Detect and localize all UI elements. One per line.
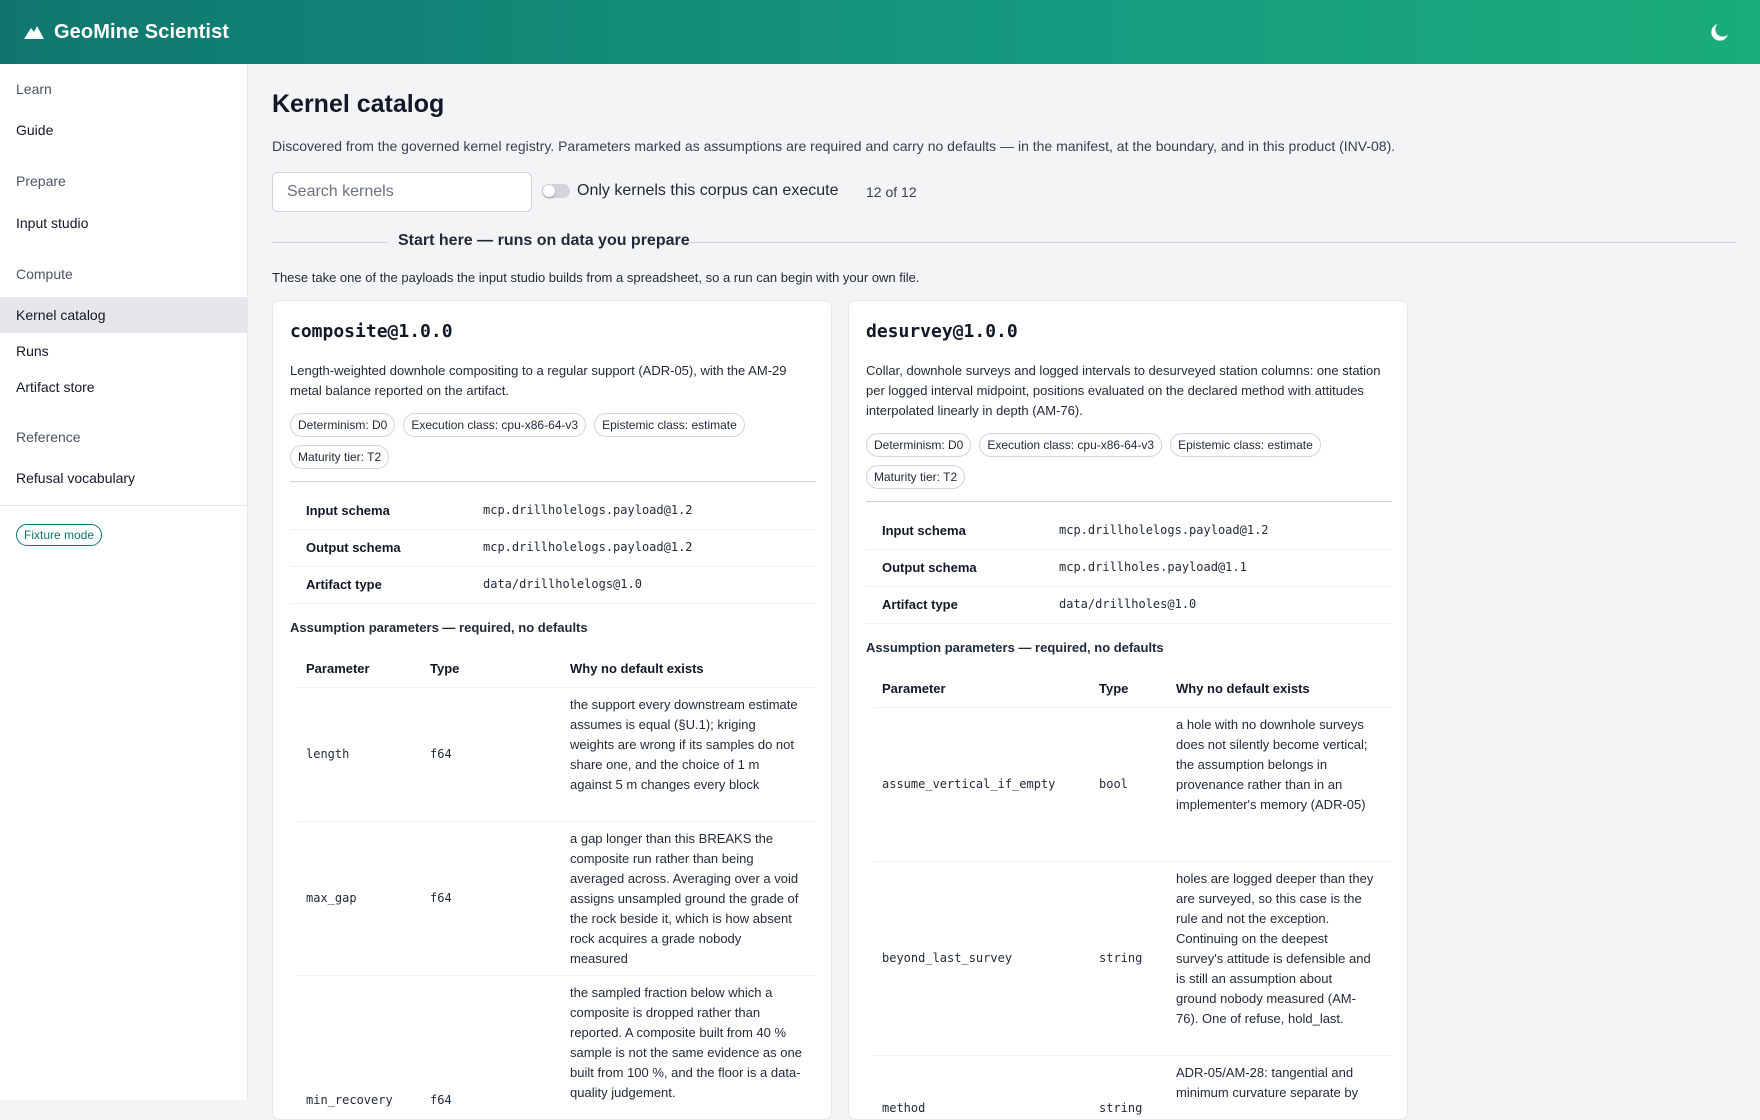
- row-separator: [298, 821, 816, 822]
- col-parameter-header: Parameter: [306, 661, 370, 676]
- row-separator: [874, 861, 1392, 862]
- main-content: [272, 64, 1738, 1115]
- artifact-type-value: data/drillholelogs@1.0: [483, 577, 642, 591]
- param-name: length: [306, 747, 350, 761]
- tag-determinism: Determinism: D0: [290, 413, 395, 437]
- tag-execution-class: Execution class: cpu-x86-64-v3: [403, 413, 586, 437]
- sidebar-item-refusal-vocabulary[interactable]: Refusal vocabulary: [16, 470, 136, 486]
- input-schema-row: [866, 513, 1392, 550]
- kernel-card: [848, 300, 1408, 1120]
- row-separator: [298, 687, 816, 688]
- sidebar-section-learn: Learn: [16, 81, 52, 97]
- output-schema-label: Output schema: [882, 560, 977, 575]
- artifact-type-row: [866, 587, 1392, 624]
- tag-epistemic-class: Epistemic class: estimate: [1170, 433, 1321, 457]
- sidebar-item-runs[interactable]: Runs: [16, 343, 49, 359]
- toggle-label[interactable]: Only kernels this corpus can execute: [577, 182, 839, 199]
- param-name: assume_vertical_if_empty: [882, 777, 1056, 791]
- assumption-title: Assumption parameters — required, no defaults: [290, 620, 588, 635]
- input-schema-value: mcp.drillholelogs.payload@1.2: [1059, 523, 1269, 537]
- col-why-header: Why no default exists: [570, 661, 704, 676]
- sidebar-section-prepare: Prepare: [16, 173, 66, 189]
- col-parameter-header: Parameter: [882, 681, 946, 696]
- card-divider: [290, 481, 816, 482]
- param-type: string: [1099, 1101, 1143, 1115]
- executable-only-toggle[interactable]: [542, 184, 570, 198]
- output-schema-value: mcp.drillholes.payload@1.1: [1059, 560, 1247, 574]
- kernel-tags: [866, 433, 1392, 489]
- param-why: the support every downstream estimate assumes is equal (§U.1); kriging weights are wrong if its samples do not share one, and the choice of 1 m against 5 m changes every block: [570, 697, 798, 792]
- sidebar-item-artifact-store[interactable]: Artifact store: [16, 379, 95, 395]
- col-type-header: Type: [430, 661, 460, 676]
- kernel-name: composite@1.0.0: [290, 321, 453, 342]
- param-type: string: [1099, 951, 1143, 965]
- output-schema-label: Output schema: [306, 540, 401, 555]
- page-intro: Discovered from the governed kernel registry. Parameters marked as assumptions are required and carry no defaults — in the manifest, at the boundary, and in this product (INV-08).: [272, 138, 1396, 154]
- tag-determinism: Determinism: D0: [866, 433, 971, 457]
- section-title: Start here — runs on data you prepare: [398, 232, 690, 249]
- kernel-description: Collar, downhole surveys and logged intervals to desurveyed station columns: one station per logged interval midpoint, positions evaluated on the declared method with attitudes interpolated linearly in depth (AM-76).: [866, 363, 1381, 418]
- kernel-card: [272, 300, 832, 1120]
- page-title: Kernel catalog: [272, 90, 445, 118]
- kernel-description: Length-weighted downhole compositing to a regular support (ADR-05), with the AM-29 metal balance reported on the artifact.: [290, 363, 787, 398]
- artifact-type-row: [290, 567, 816, 604]
- section-description: These take one of the payloads the input studio builds from a spreadsheet, so a run can begin with your own file.: [272, 270, 920, 285]
- param-name: method: [882, 1101, 926, 1115]
- sidebar: [0, 64, 248, 1100]
- param-type: f64: [430, 1093, 452, 1107]
- sidebar-section-compute: Compute: [16, 266, 73, 282]
- param-type: f64: [430, 891, 452, 905]
- section-divider-left: [272, 242, 388, 243]
- param-type: f64: [430, 747, 452, 761]
- param-name: beyond_last_survey: [882, 951, 1013, 965]
- input-schema-row: [290, 493, 816, 530]
- fixture-mode-badge: Fixture mode: [16, 524, 102, 546]
- sidebar-item-kernel-catalog[interactable]: Kernel catalog: [0, 297, 247, 333]
- assumption-title: Assumption parameters — required, no defaults: [866, 640, 1164, 655]
- row-separator: [874, 1055, 1392, 1056]
- tag-maturity-tier: Maturity tier: T2: [290, 445, 389, 469]
- kernel-name: desurvey@1.0.0: [866, 321, 1018, 342]
- row-separator: [298, 975, 816, 976]
- sidebar-item-guide[interactable]: Guide: [16, 122, 54, 138]
- artifact-type-label: Artifact type: [882, 597, 958, 612]
- col-why-header: Why no default exists: [1176, 681, 1310, 696]
- tag-epistemic-class: Epistemic class: estimate: [594, 413, 745, 437]
- param-name: min_recovery: [306, 1093, 393, 1107]
- row-separator: [874, 707, 1392, 708]
- kernel-tags: [290, 413, 816, 469]
- artifact-type-value: data/drillholes@1.0: [1059, 597, 1197, 611]
- search-input[interactable]: [272, 172, 532, 212]
- app-header: [0, 0, 1760, 64]
- tag-execution-class: Execution class: cpu-x86-64-v3: [979, 433, 1162, 457]
- output-schema-row: [866, 550, 1392, 587]
- input-schema-label: Input schema: [882, 523, 966, 538]
- input-schema-label: Input schema: [306, 503, 390, 518]
- card-divider: [866, 501, 1392, 502]
- output-schema-row: [290, 530, 816, 567]
- input-schema-value: mcp.drillholelogs.payload@1.2: [483, 503, 693, 517]
- brand[interactable]: [24, 21, 229, 44]
- kernel-count: 12 of 12: [866, 184, 917, 200]
- moon-icon[interactable]: [1708, 20, 1732, 44]
- param-why: holes are logged deeper than they are surveyed, so this case is the rule and not the exception. Continuing on the deepest survey's attitude is defensible and is still an assumption about ground nobody measured (AM-76). One of refuse, hold_last.: [1176, 871, 1374, 1026]
- app-title: GeoMine Scientist: [54, 20, 230, 43]
- param-why: a hole with no downhole surveys does not silently become vertical; the assumption belongs in provenance rather than in an implementer's memory (ADR-05): [1176, 717, 1368, 812]
- sidebar-section-reference: Reference: [16, 429, 81, 445]
- param-type: bool: [1099, 777, 1128, 791]
- param-name: max_gap: [306, 891, 357, 905]
- param-why: the sampled fraction below which a composite is dropped rather than reported. A composite built from 40 % sample is not the same evidence as one built from 100 %, and the floor is a data-quality judgement.: [570, 985, 802, 1100]
- mountain-icon: [24, 25, 44, 39]
- output-schema-value: mcp.drillholelogs.payload@1.2: [483, 540, 693, 554]
- col-type-header: Type: [1099, 681, 1129, 696]
- toggle-knob: [543, 185, 555, 197]
- sidebar-item-input-studio[interactable]: Input studio: [16, 215, 89, 231]
- artifact-type-label: Artifact type: [306, 577, 382, 592]
- sidebar-divider: [0, 505, 247, 506]
- tag-maturity-tier: Maturity tier: T2: [866, 465, 965, 489]
- section-divider-right: [690, 242, 1736, 243]
- param-why: ADR-05/AM-28: tangential and minimum curvature separate by: [1176, 1065, 1359, 1100]
- param-why: a gap longer than this BREAKS the composite run rather than being averaged across. Averaging over a void assigns unsampled ground the grade of the rock beside it, which is how absent rock acquires a grade nobody measured: [570, 831, 799, 966]
